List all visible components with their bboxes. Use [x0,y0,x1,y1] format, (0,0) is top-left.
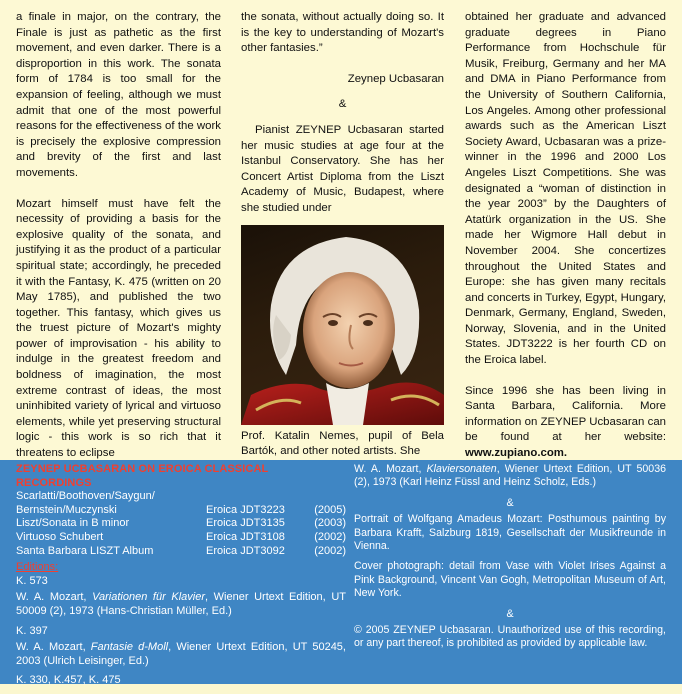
editions-heading: Editions: [16,561,59,574]
discography-label: Eroica JDT3108 [206,530,285,543]
edition-item [16,641,346,668]
paragraph: Prof. Katalin Nemes, pupil of Bela Bartók, and other noted artists. She [241,429,444,458]
edition-text: , Wiener Urtext Edition, UT 50036 (2), 1973 (Karl Heinz Füssl and Heinz Scholz, Eds.) [354,463,666,489]
discography-year: (2002) [314,544,346,557]
edition-item [354,463,666,490]
portrait-credit: Portrait of Wolfgang Amadeus Mozart: Posthumous painting by Barbara Krafft, Salzburg 1819, Gesellschaft der Musikfreunde in Vienna. [354,513,666,553]
column-3 [465,10,666,462]
discography-title: Santa Barbara LISZT Album [16,544,154,557]
edition-title: Fantasie d-Moll [90,641,169,654]
editions-list [16,575,346,688]
paragraph: the sonata, without actually doing so. It is the key to understanding of Mozart's other fantasies.” [241,11,444,55]
ampersand-divider: & [338,98,347,111]
edition-kv: K. 397 [16,624,48,637]
discography-label [206,490,306,504]
paragraph: Mozart himself must have felt the necessity of providing a basis for the explosive quality of the sonata, and justifying it as the product of a particular spiritual state; accordingly, he preceded it with the Fantasy, K. 475 (written on 20 May 1785), and published the two together. This fantasy, which gives us the truest picture of Mozart's mighty power of improvisation - his ability to indulge in the greatest freedom and boldness of imagination, the most extreme contrast of ideas, the most uninhibited variety of lyrical and virtuoso elements, while yet preserving structural logic - this work is so rich that it threatens to eclipse [16,197,221,460]
paragraph: Pianist ZEYNEP Ucbasaran started her music studies at age four at the Istanbul Conservatory. She has her Concert Artist Diploma from the Liszt Academy of Music, Budapest, where she studied under [241,123,444,214]
edition-text: W. A. Mozart, [16,641,91,654]
edition-kv: K. 573 [16,574,48,587]
discography-year: (2002) [314,530,346,543]
mozart-portrait [241,225,444,425]
edition-text: , Wiener Urtext Edition, UT 50245, 2003 (Ulrich Leisinger, Ed.) [16,641,346,667]
discography-title: Virtuoso Schubert [16,530,104,543]
discography-label: Eroica JDT3135 [206,517,285,530]
website-link[interactable]: www.zupiano.com. [465,447,568,460]
cover-credit: Cover photograph: detail from Vase with Violet Irises Against a Pink Background, Vincent Van Gogh, Metropolitan Museum of Art, New York. [354,560,666,600]
paragraph: a finale in major, on the contrary, the Finale is just as pathetic as the first movement, and even darker. There is a disproportion in this work. The sonata form of 1784 is too small for the expansion of feeling, although we must admit that one of the most powerful reasons for the effectiveness of the work is precisely the explosive compression and brevity of the first and last movements. [16,11,221,179]
ampersand-divider: & [506,607,514,620]
paragraph [465,384,666,462]
discography-heading: ZEYNEP UCBASARAN ON EROICA CLASSICAL RECORDINGS [16,463,269,489]
edition-title: Variationen für Klavier [92,591,205,604]
copyright-notice: © 2005 ZEYNEP Ucbasaran. Unauthorized use of this recording, or any part thereof, is prohibited as provided by applicable law. [354,624,666,650]
discography-list [16,490,346,558]
discography-title: Liszt/Sonata in B minor [16,517,130,530]
column-2 [241,10,444,475]
credits-section [354,463,666,658]
discography-year [306,490,346,504]
edition-kv: K. 330, K.457, K. 475 [16,674,121,687]
edition-item [16,591,346,618]
discography-title: Bernstein/Muczynski [16,503,117,516]
discography-label: Eroica JDT3092 [206,544,285,557]
edition-text: , Wiener Urtext Edition, UT 50009 (2), 1973 (Hans-Christian Müller, Ed.) [16,591,346,617]
discography-year: (2005) [314,503,346,516]
paragraph: obtained her graduate and advanced graduate degrees in Piano Performance from Hochschule für Musik, Freiburg, Germany and her MA and DMA in Piano Performance from the University of Southern California, Los Angeles. Among other professional awards such as the American Liszt Society Award, Ucbasaran was a prize-winner in the 1996 and 2000 Los Angeles Liszt Competitions. She was designated a “woman of distinction in the year 2003” by the Daughters of Atatürk organization in the US. She made her Wigmore Hall debut in November 2004. She concertizes throughout the United States and Europe: she has given many recitals and concerts in Turkey, Egypt, Hungary, Denmark, Germany, England, Sweden, Norway, Slovenia, and in the United States. JDT3222 is her fourth CD on the Eroica label. [465,11,666,367]
discography-year: (2003) [314,517,346,530]
paragraph-text: Since 1996 she has been living in Santa Barbara, California. More information on ZEYNEP Ucbasaran can be found at her website: [465,384,666,444]
discography-label: Eroica JDT3223 [206,503,285,516]
ampersand-divider: & [506,496,514,509]
edition-title: Klaviersonaten [426,463,497,475]
edition-text: W. A. Mozart, [354,463,427,475]
edition-text: W. A. Mozart, [16,591,93,604]
author-signature: Zeynep Ucbasaran [347,72,444,85]
credits-panel [0,460,682,687]
discography-section [16,463,346,694]
discography-title: Scarlatti/Boothoven/Saygun/ [16,490,155,503]
column-1 [16,10,221,477]
